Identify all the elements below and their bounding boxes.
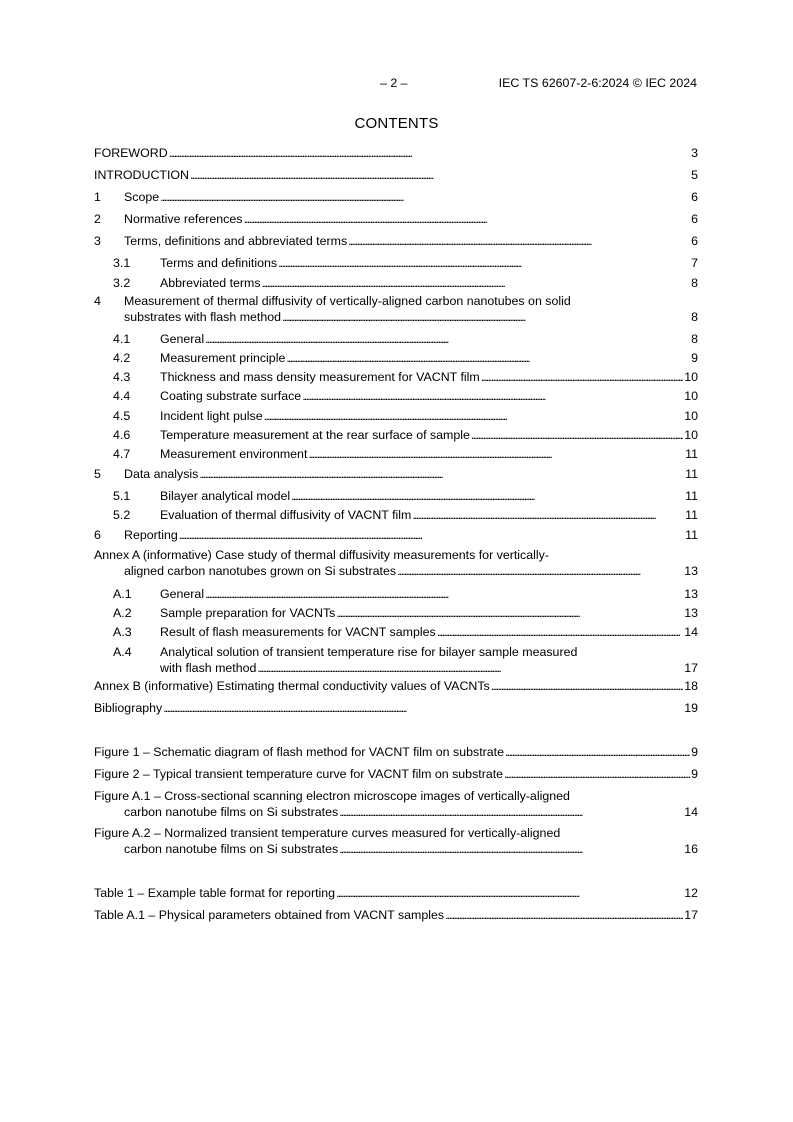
entry-line xyxy=(94,370,698,386)
page-reference: 16 xyxy=(684,841,698,856)
entry-line xyxy=(94,190,698,206)
dot-leader xyxy=(257,661,683,677)
entry-title: Figure A.2 – Normalized transient temperature curves measured for vertically-aligned xyxy=(94,826,561,840)
entry-title: Incident light pulse xyxy=(160,409,263,423)
dot-leader xyxy=(437,625,684,641)
page-reference: 9 xyxy=(691,767,698,781)
contents-entry[interactable] xyxy=(94,276,698,292)
entry-line xyxy=(94,351,698,367)
dot-leader xyxy=(302,389,683,405)
entry-title: Thickness and mass density measurement for VACNT film xyxy=(160,370,480,384)
page-reference: 6 xyxy=(691,190,698,204)
entry-title: FOREWORD xyxy=(94,146,168,160)
entry-line xyxy=(94,409,698,425)
entry-title: Sample preparation for VACNTs xyxy=(160,606,336,620)
dot-leader xyxy=(163,701,683,717)
page-reference: 10 xyxy=(684,389,698,403)
entry-title: Measurement environment xyxy=(160,447,308,461)
page-reference: 11 xyxy=(685,528,698,542)
section-number: 5.1 xyxy=(113,489,131,503)
section-number: A.4 xyxy=(113,645,132,659)
page-reference: 11 xyxy=(685,447,698,461)
entry-line xyxy=(94,645,698,661)
section-number: A.1 xyxy=(113,587,132,601)
contents-entry[interactable] xyxy=(94,606,698,622)
dot-leader xyxy=(339,805,683,821)
entry-line-continued xyxy=(94,310,698,326)
entry-title: Annex A (informative) Case study of thermal diffusivity measurements for vertically- xyxy=(94,548,549,562)
section-number: 4 xyxy=(94,294,101,308)
entry-line xyxy=(94,625,698,641)
dot-leader xyxy=(412,508,684,524)
dot-leader xyxy=(278,256,690,272)
dot-leader xyxy=(471,428,683,444)
dot-leader xyxy=(336,886,683,902)
entry-line xyxy=(94,428,698,444)
page-reference: 9 xyxy=(691,351,698,365)
page-reference: 9 xyxy=(691,745,698,759)
dot-leader xyxy=(205,332,690,348)
entry-line xyxy=(94,908,698,924)
figure-entry[interactable] xyxy=(94,789,698,820)
page-reference: 19 xyxy=(684,701,698,715)
table-entry[interactable] xyxy=(94,908,698,924)
dot-leader xyxy=(336,606,683,622)
entry-line-continued xyxy=(94,842,698,858)
section-number: 4.1 xyxy=(113,332,131,346)
page-reference: 14 xyxy=(684,804,698,819)
dot-leader xyxy=(264,409,684,425)
entry-title: Measurement principle xyxy=(160,351,286,365)
entry-line xyxy=(94,528,698,544)
contents-entry[interactable] xyxy=(94,294,698,325)
dot-leader xyxy=(169,146,690,162)
entry-title: Normative references xyxy=(124,212,243,226)
page-reference: 12 xyxy=(684,886,698,900)
contents-entry[interactable] xyxy=(94,548,698,579)
page-reference: 5 xyxy=(691,168,698,182)
entry-title: General xyxy=(160,332,205,346)
dot-leader xyxy=(282,310,690,326)
entry-title: Bibliography xyxy=(94,701,163,715)
page-reference: 18 xyxy=(684,679,698,693)
entry-title: Annex B (informative) Estimating thermal conductivity values of VACNTs xyxy=(94,679,490,693)
contents-entry[interactable] xyxy=(94,701,698,717)
entry-title: Scope xyxy=(124,190,160,204)
figure-entry[interactable] xyxy=(94,826,698,857)
contents-entry[interactable] xyxy=(94,409,698,425)
entry-line xyxy=(94,234,698,250)
table-entry[interactable] xyxy=(94,886,698,902)
dot-leader xyxy=(348,234,690,250)
entry-title: Result of flash measurements for VACNT samples xyxy=(160,625,436,639)
entry-title: Figure 2 – Typical transient temperature curve for VACNT film on substrate xyxy=(94,767,504,781)
entry-line xyxy=(94,276,698,292)
entry-line xyxy=(94,679,698,695)
section-number: A.2 xyxy=(113,606,132,620)
entry-title: Coating substrate surface xyxy=(160,389,302,403)
entry-line xyxy=(94,701,698,717)
page-reference: 13 xyxy=(684,606,698,620)
page-title: CONTENTS xyxy=(354,115,439,132)
entry-title: Abbreviated terms xyxy=(160,276,261,290)
entry-line xyxy=(94,256,698,272)
entry-line xyxy=(94,168,698,184)
entry-line xyxy=(94,332,698,348)
page-reference: 8 xyxy=(691,332,698,346)
entry-line xyxy=(94,508,698,524)
section-number: 4.7 xyxy=(113,447,131,461)
dot-leader xyxy=(179,528,684,544)
page-reference: 10 xyxy=(684,409,698,423)
entry-line xyxy=(94,548,698,564)
page-reference: 6 xyxy=(691,234,698,248)
page-reference: 14 xyxy=(684,625,698,639)
entry-title: Temperature measurement at the rear surface of sample xyxy=(160,428,470,442)
section-number: 4.3 xyxy=(113,370,131,384)
entry-title: Figure 1 – Schematic diagram of flash method for VACNT film on substrate xyxy=(94,745,504,759)
entry-line xyxy=(94,606,698,622)
dot-leader xyxy=(243,212,690,228)
contents-entry[interactable] xyxy=(94,679,698,695)
contents-entry[interactable] xyxy=(94,351,698,367)
dot-leader xyxy=(308,447,684,463)
dot-leader xyxy=(190,168,690,184)
entry-line-continued xyxy=(94,661,698,677)
dot-leader xyxy=(262,276,691,292)
page-reference: 11 xyxy=(685,508,698,522)
entry-line xyxy=(94,447,698,463)
contents-entry[interactable] xyxy=(94,467,698,483)
dot-leader xyxy=(491,679,683,695)
section-number: 3.2 xyxy=(113,276,131,290)
section-number: 5.2 xyxy=(113,508,131,522)
contents-entry[interactable] xyxy=(94,489,698,505)
contents-entry[interactable] xyxy=(94,212,698,228)
page-reference: 13 xyxy=(684,587,698,601)
section-number: 1 xyxy=(94,190,101,204)
entry-line xyxy=(94,212,698,228)
entry-title-continued: substrates with flash method xyxy=(124,309,282,324)
dot-leader xyxy=(481,370,683,386)
page-reference: 10 xyxy=(684,428,698,442)
entry-title: Table A.1 – Physical parameters obtained from VACNT samples xyxy=(94,908,445,922)
page-reference: 8 xyxy=(691,309,698,324)
section-number: 5 xyxy=(94,467,101,481)
section-number: 6 xyxy=(94,528,101,542)
entry-title: Terms, definitions and abbreviated terms xyxy=(124,234,348,248)
contents-entry[interactable] xyxy=(94,190,698,206)
contents-entry[interactable] xyxy=(94,528,698,544)
contents-entry[interactable] xyxy=(94,645,698,676)
figure-entry[interactable] xyxy=(94,767,698,783)
contents-entry[interactable] xyxy=(94,389,698,405)
entry-line-continued xyxy=(94,564,698,580)
dot-leader xyxy=(504,767,690,783)
entry-title-continued: carbon nanotube films on Si substrates xyxy=(124,841,339,856)
entry-title: Data analysis xyxy=(124,467,199,481)
entry-title: Analytical solution of transient temperature rise for bilayer sample measured xyxy=(160,645,578,659)
entry-title: Evaluation of thermal diffusivity of VACNT film xyxy=(160,508,412,522)
entry-line xyxy=(94,789,698,805)
contents-entry[interactable] xyxy=(94,234,698,250)
entry-title: Bilayer analytical model xyxy=(160,489,291,503)
entry-line xyxy=(94,886,698,902)
dot-leader xyxy=(291,489,684,505)
entry-line xyxy=(94,294,698,310)
page-number: – 2 – xyxy=(380,76,408,90)
page-reference: 7 xyxy=(691,256,698,270)
contents-entry[interactable] xyxy=(94,625,698,641)
entry-title: Table 1 – Example table format for reporting xyxy=(94,886,336,900)
entry-line xyxy=(94,389,698,405)
contents-entry[interactable] xyxy=(94,256,698,272)
entry-title: INTRODUCTION xyxy=(94,168,189,182)
section-number: 2 xyxy=(94,212,101,226)
contents-entry[interactable] xyxy=(94,370,698,386)
entry-title: Reporting xyxy=(124,528,178,542)
entry-line-continued xyxy=(94,805,698,821)
page-reference: 10 xyxy=(684,370,698,384)
entry-line xyxy=(94,467,698,483)
entry-line xyxy=(94,826,698,842)
page-reference: 13 xyxy=(684,563,698,578)
page-reference: 8 xyxy=(691,276,698,290)
dot-leader xyxy=(205,587,683,603)
entry-title: Figure A.1 – Cross-sectional scanning electron microscope images of vertically-aligned xyxy=(94,789,570,803)
page-reference: 17 xyxy=(684,908,698,922)
dot-leader xyxy=(445,908,683,924)
contents-entry[interactable] xyxy=(94,428,698,444)
dot-leader xyxy=(339,842,683,858)
page-reference: 3 xyxy=(691,146,698,160)
document-identifier: IEC TS 62607-2-6:2024 © IEC 2024 xyxy=(498,76,697,90)
dot-leader xyxy=(397,564,683,580)
figure-entry[interactable] xyxy=(94,745,698,761)
section-number: 4.2 xyxy=(113,351,131,365)
page-reference: 11 xyxy=(685,467,698,481)
dot-leader xyxy=(505,745,690,761)
contents-entry[interactable] xyxy=(94,508,698,524)
entry-line xyxy=(94,767,698,783)
page-reference: 11 xyxy=(685,489,698,503)
entry-title: Terms and definitions xyxy=(160,256,278,270)
contents-entry[interactable] xyxy=(94,587,698,603)
entry-title: General xyxy=(160,587,205,601)
section-number: 3 xyxy=(94,234,101,248)
page-reference: 17 xyxy=(684,660,698,675)
entry-title-continued: carbon nanotube films on Si substrates xyxy=(124,804,339,819)
entry-title-continued: with flash method xyxy=(160,660,257,675)
entry-line xyxy=(94,745,698,761)
entry-line xyxy=(94,489,698,505)
entry-title: Measurement of thermal diffusivity of vertically-aligned carbon nanotubes on solid xyxy=(124,294,571,308)
section-number: 4.4 xyxy=(113,389,131,403)
dot-leader xyxy=(286,351,690,367)
page-reference: 6 xyxy=(691,212,698,226)
dot-leader xyxy=(199,467,684,483)
entry-line xyxy=(94,587,698,603)
section-number: 4.5 xyxy=(113,409,131,423)
section-number: A.3 xyxy=(113,625,132,639)
section-number: 3.1 xyxy=(113,256,131,270)
entry-title-continued: aligned carbon nanotubes grown on Si substrates xyxy=(124,563,397,578)
dot-leader xyxy=(160,190,690,206)
section-number: 4.6 xyxy=(113,428,131,442)
contents-entry[interactable] xyxy=(94,447,698,463)
contents-entry[interactable] xyxy=(94,332,698,348)
contents-entry[interactable] xyxy=(94,146,698,162)
contents-entry[interactable] xyxy=(94,168,698,184)
entry-line xyxy=(94,146,698,162)
